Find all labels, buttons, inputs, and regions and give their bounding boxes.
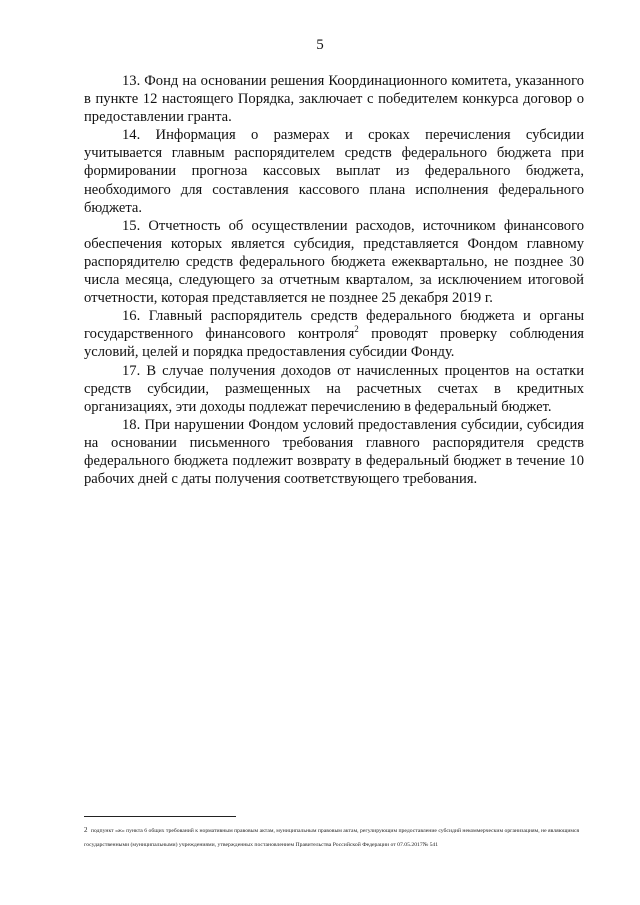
- footnote: [84, 823, 584, 852]
- paragraph-text: 16. Главный распорядитель средств федерального бюджета и органы государственного финансового контроля: [84, 308, 584, 343]
- footnote-divider: [84, 816, 236, 817]
- paragraph-13: [84, 72, 584, 126]
- paragraph-16: [84, 307, 584, 361]
- footnote-reference[interactable]: 2: [354, 324, 359, 335]
- paragraph-18: [84, 416, 584, 488]
- paragraph-text: 13. Фонд на основании решения Координационного комитета, указанного в пункте 12 настоящего Порядка, заключает с победителем конкурса договор о предоставлении гранта.: [84, 73, 584, 126]
- footnote-text: подпункт «ж» пункта 6 общих требований к нормативным правовым актам, муниципальным правовым актам, регулирующим предоставление субсидий некоммерческим организациям, не являющимся государственными (муниципальными) учреждениями, утвержденных постановлением Правительства Российской Федерации от 07.05.2017№ 541: [84, 828, 580, 848]
- paragraph-15: [84, 217, 584, 307]
- paragraph-text: 18. При нарушении Фондом условий предоставления субсидии, субсидия на основании письменного требования главного распорядителя средств федерального бюджета подлежит возврату в федеральный бюджет в течение 10 рабочих дней с даты получения соответствующего требования.: [84, 416, 584, 488]
- footnote-mark: 2: [84, 826, 88, 834]
- paragraph-text: 14. Информация о размерах и сроках перечисления субсидии учитывается главным распорядителем средств федерального бюджета при формировании прогноза кассовых выплат из федерального бюджета, необходимого для составления кассового плана исполнения федерального бюджета.: [84, 127, 584, 216]
- paragraph-text: 17. В случае получения доходов от начисленных процентов на остатки средств субсидии, размещенных на расчетных счетах в кредитных организациях, эти доходы подлежат перечислению в федеральный бюджет.: [84, 362, 584, 415]
- document-body: [84, 72, 584, 488]
- page-number: 5: [316, 37, 324, 53]
- paragraph-14: [84, 126, 584, 216]
- paragraph-text: 15. Отчетность об осуществлении расходов, источником финансового обеспечения которых является субсидия, представляется Фондом главному распорядителю средств федерального бюджета ежеквартально, не позднее 30 числа месяца, следующего за отчетным кварталом, за исключением итоговой отчетности, которая представляется не позднее 25 декабря 2019 г.: [84, 217, 584, 307]
- paragraph-17: [84, 362, 584, 416]
- paragraph-text-continued: проводят проверку соблюдения условий, целей и порядка предоставления субсидии Фонду.: [84, 326, 584, 361]
